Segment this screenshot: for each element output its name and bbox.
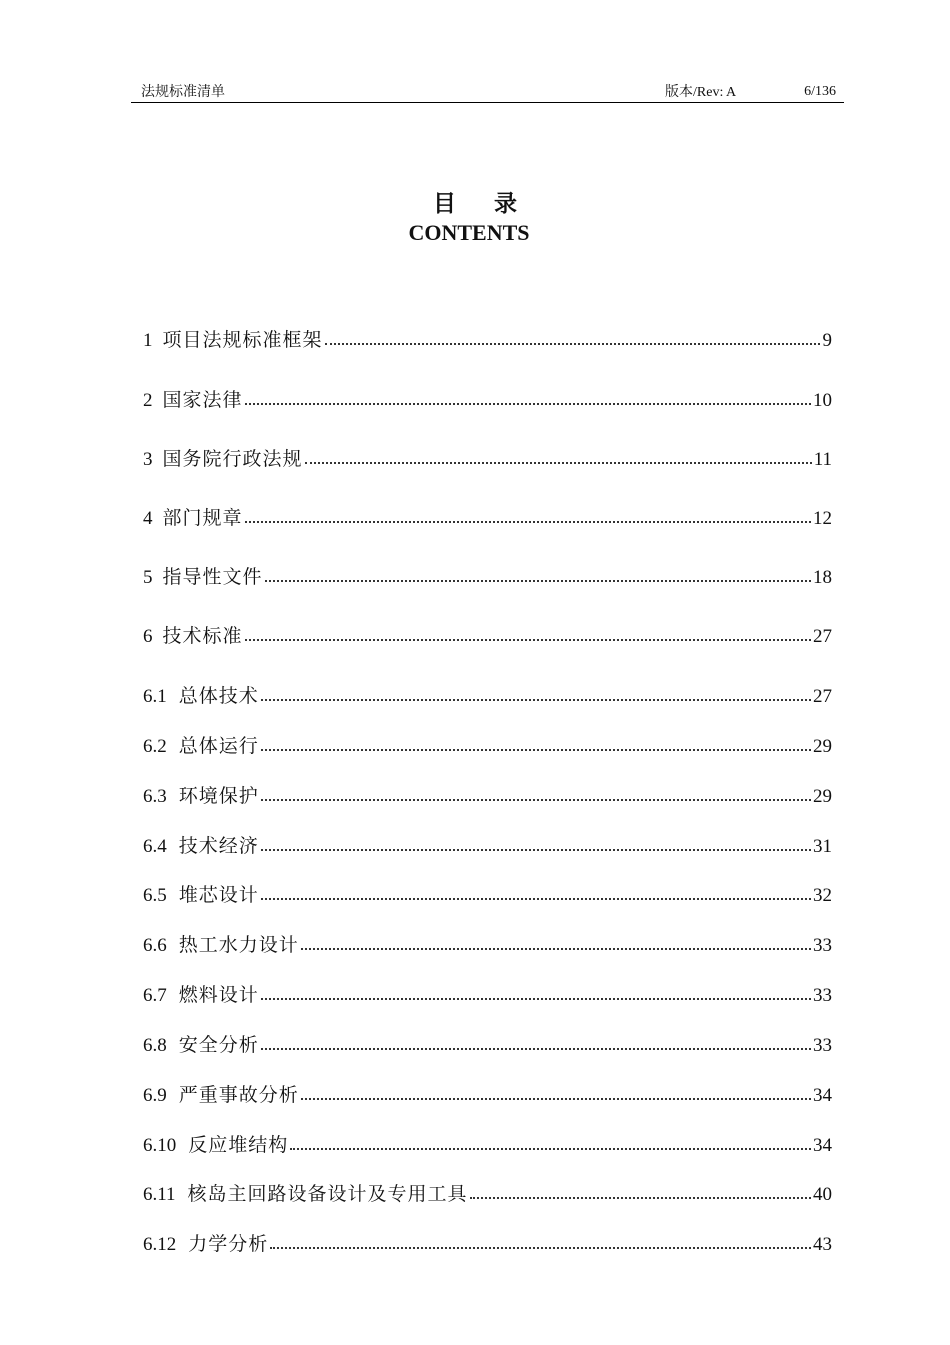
- toc-dot-leader: [301, 933, 811, 951]
- toc-entry[interactable]: [143, 1133, 832, 1159]
- toc-entry-page: 29: [813, 736, 832, 757]
- toc-entry[interactable]: [143, 1033, 832, 1059]
- toc-entry-page: 43: [813, 1234, 832, 1255]
- toc-entry-page: 33: [813, 985, 832, 1006]
- toc-entry-number: 6.10: [143, 1135, 177, 1156]
- toc-entry-number: 6.12: [143, 1234, 177, 1255]
- toc-entry-label: 环境保护: [178, 786, 259, 807]
- toc-entry-label: 项目法规标准框架: [162, 330, 323, 351]
- toc-entry[interactable]: [143, 784, 832, 810]
- toc-entry-label: 燃料设计: [178, 985, 259, 1006]
- toc-entry[interactable]: [143, 328, 832, 354]
- toc-entry[interactable]: [143, 684, 832, 710]
- toc-entry-label: 总体运行: [178, 736, 259, 757]
- toc-entry[interactable]: [143, 1182, 832, 1208]
- document-title: 法规标准清单: [141, 85, 225, 100]
- toc-entry-page: 18: [813, 567, 832, 588]
- toc-entry-page: 32: [813, 885, 832, 906]
- toc-dot-leader: [245, 624, 811, 642]
- toc-entry-page: 27: [813, 686, 832, 707]
- toc-entry[interactable]: [143, 933, 832, 959]
- toc-entry-number: 6.7: [143, 985, 167, 1006]
- title-chinese: 目录: [433, 191, 555, 216]
- toc-entry-page: 33: [813, 1035, 832, 1056]
- toc-entry-number: 2: [143, 390, 153, 411]
- toc-entry-number: 6.4: [143, 836, 167, 857]
- contents-title: [0, 188, 950, 246]
- toc-dot-leader: [470, 1182, 811, 1200]
- toc-entry-number: 6.9: [143, 1085, 167, 1106]
- toc-entry-label: 指导性文件: [162, 567, 263, 588]
- toc-entry-page: 31: [813, 836, 832, 857]
- toc-dot-leader: [261, 834, 811, 852]
- toc-entry[interactable]: [143, 983, 832, 1009]
- toc-dot-leader: [261, 883, 811, 901]
- toc-entry-number: 4: [143, 508, 153, 529]
- toc-entry-number: 6.6: [143, 935, 167, 956]
- toc-entry[interactable]: [143, 1232, 832, 1258]
- toc-dot-leader: [265, 565, 811, 583]
- toc-entry-page: 34: [813, 1135, 832, 1156]
- toc-entry-page: 10: [813, 390, 832, 411]
- toc-entry-label: 部门规章: [162, 508, 243, 529]
- toc-entry-number: 5: [143, 567, 153, 588]
- toc-entry[interactable]: [143, 447, 832, 473]
- toc-entry[interactable]: [143, 388, 832, 414]
- revision-label: 版本/Rev: A: [665, 85, 737, 100]
- toc-dot-leader: [325, 328, 820, 346]
- toc-entry-label: 核岛主回路设备设计及专用工具: [187, 1184, 468, 1205]
- toc-entry-label: 国务院行政法规: [162, 449, 303, 470]
- toc-entry[interactable]: [143, 834, 832, 860]
- toc-dot-leader: [261, 983, 811, 1001]
- page-header: [131, 78, 844, 103]
- toc-entry-page: 12: [813, 508, 832, 529]
- toc-dot-leader: [261, 684, 811, 702]
- toc-entry-number: 1: [143, 330, 153, 351]
- toc-entry-page: 27: [813, 626, 832, 647]
- toc-dot-leader: [245, 506, 811, 524]
- toc-entry-label: 技术经济: [178, 836, 259, 857]
- toc-entry-label: 国家法律: [162, 390, 243, 411]
- toc-entry-label: 安全分析: [178, 1035, 259, 1056]
- toc-entry-label: 技术标准: [162, 626, 243, 647]
- toc-dot-leader: [301, 1083, 811, 1101]
- toc-entry-number: 6.5: [143, 885, 167, 906]
- toc-entry-label: 力学分析: [188, 1234, 269, 1255]
- toc-entry-label: 严重事故分析: [178, 1085, 299, 1106]
- toc-entry-number: 6.2: [143, 736, 167, 757]
- toc-dot-leader: [305, 447, 812, 465]
- toc-entry-page: 29: [813, 786, 832, 807]
- toc-dot-leader: [245, 388, 811, 406]
- toc-dot-leader: [261, 734, 811, 752]
- toc-entry[interactable]: [143, 506, 832, 532]
- toc-entry[interactable]: [143, 1083, 832, 1109]
- toc-entry[interactable]: [143, 883, 832, 909]
- toc-entry-label: 总体技术: [178, 686, 259, 707]
- toc-entry-number: 6.8: [143, 1035, 167, 1056]
- toc-entry[interactable]: [143, 624, 832, 650]
- toc-entry-number: 6: [143, 626, 153, 647]
- toc-entry-number: 6.3: [143, 786, 167, 807]
- toc-dot-leader: [261, 784, 811, 802]
- page-indicator: 6/136: [804, 84, 836, 99]
- toc-entry-page: 9: [822, 330, 832, 351]
- toc-dot-leader: [270, 1232, 811, 1250]
- toc-entry-label: 堆芯设计: [178, 885, 259, 906]
- toc-entry-page: 33: [813, 935, 832, 956]
- toc-entry-number: 6.11: [143, 1184, 176, 1205]
- toc-entry[interactable]: [143, 565, 832, 591]
- toc-entry-number: 6.1: [143, 686, 167, 707]
- toc-entry-number: 3: [143, 449, 153, 470]
- toc-entry-label: 反应堆结构: [188, 1135, 289, 1156]
- toc-entry-page: 40: [813, 1184, 832, 1205]
- toc-entry-page: 34: [813, 1085, 832, 1106]
- toc-entry-page: 11: [813, 449, 832, 470]
- toc-dot-leader: [290, 1133, 811, 1151]
- title-english: CONTENTS: [408, 220, 530, 245]
- toc-dot-leader: [261, 1033, 811, 1051]
- toc-entry[interactable]: [143, 734, 832, 760]
- toc-entry-label: 热工水力设计: [178, 935, 299, 956]
